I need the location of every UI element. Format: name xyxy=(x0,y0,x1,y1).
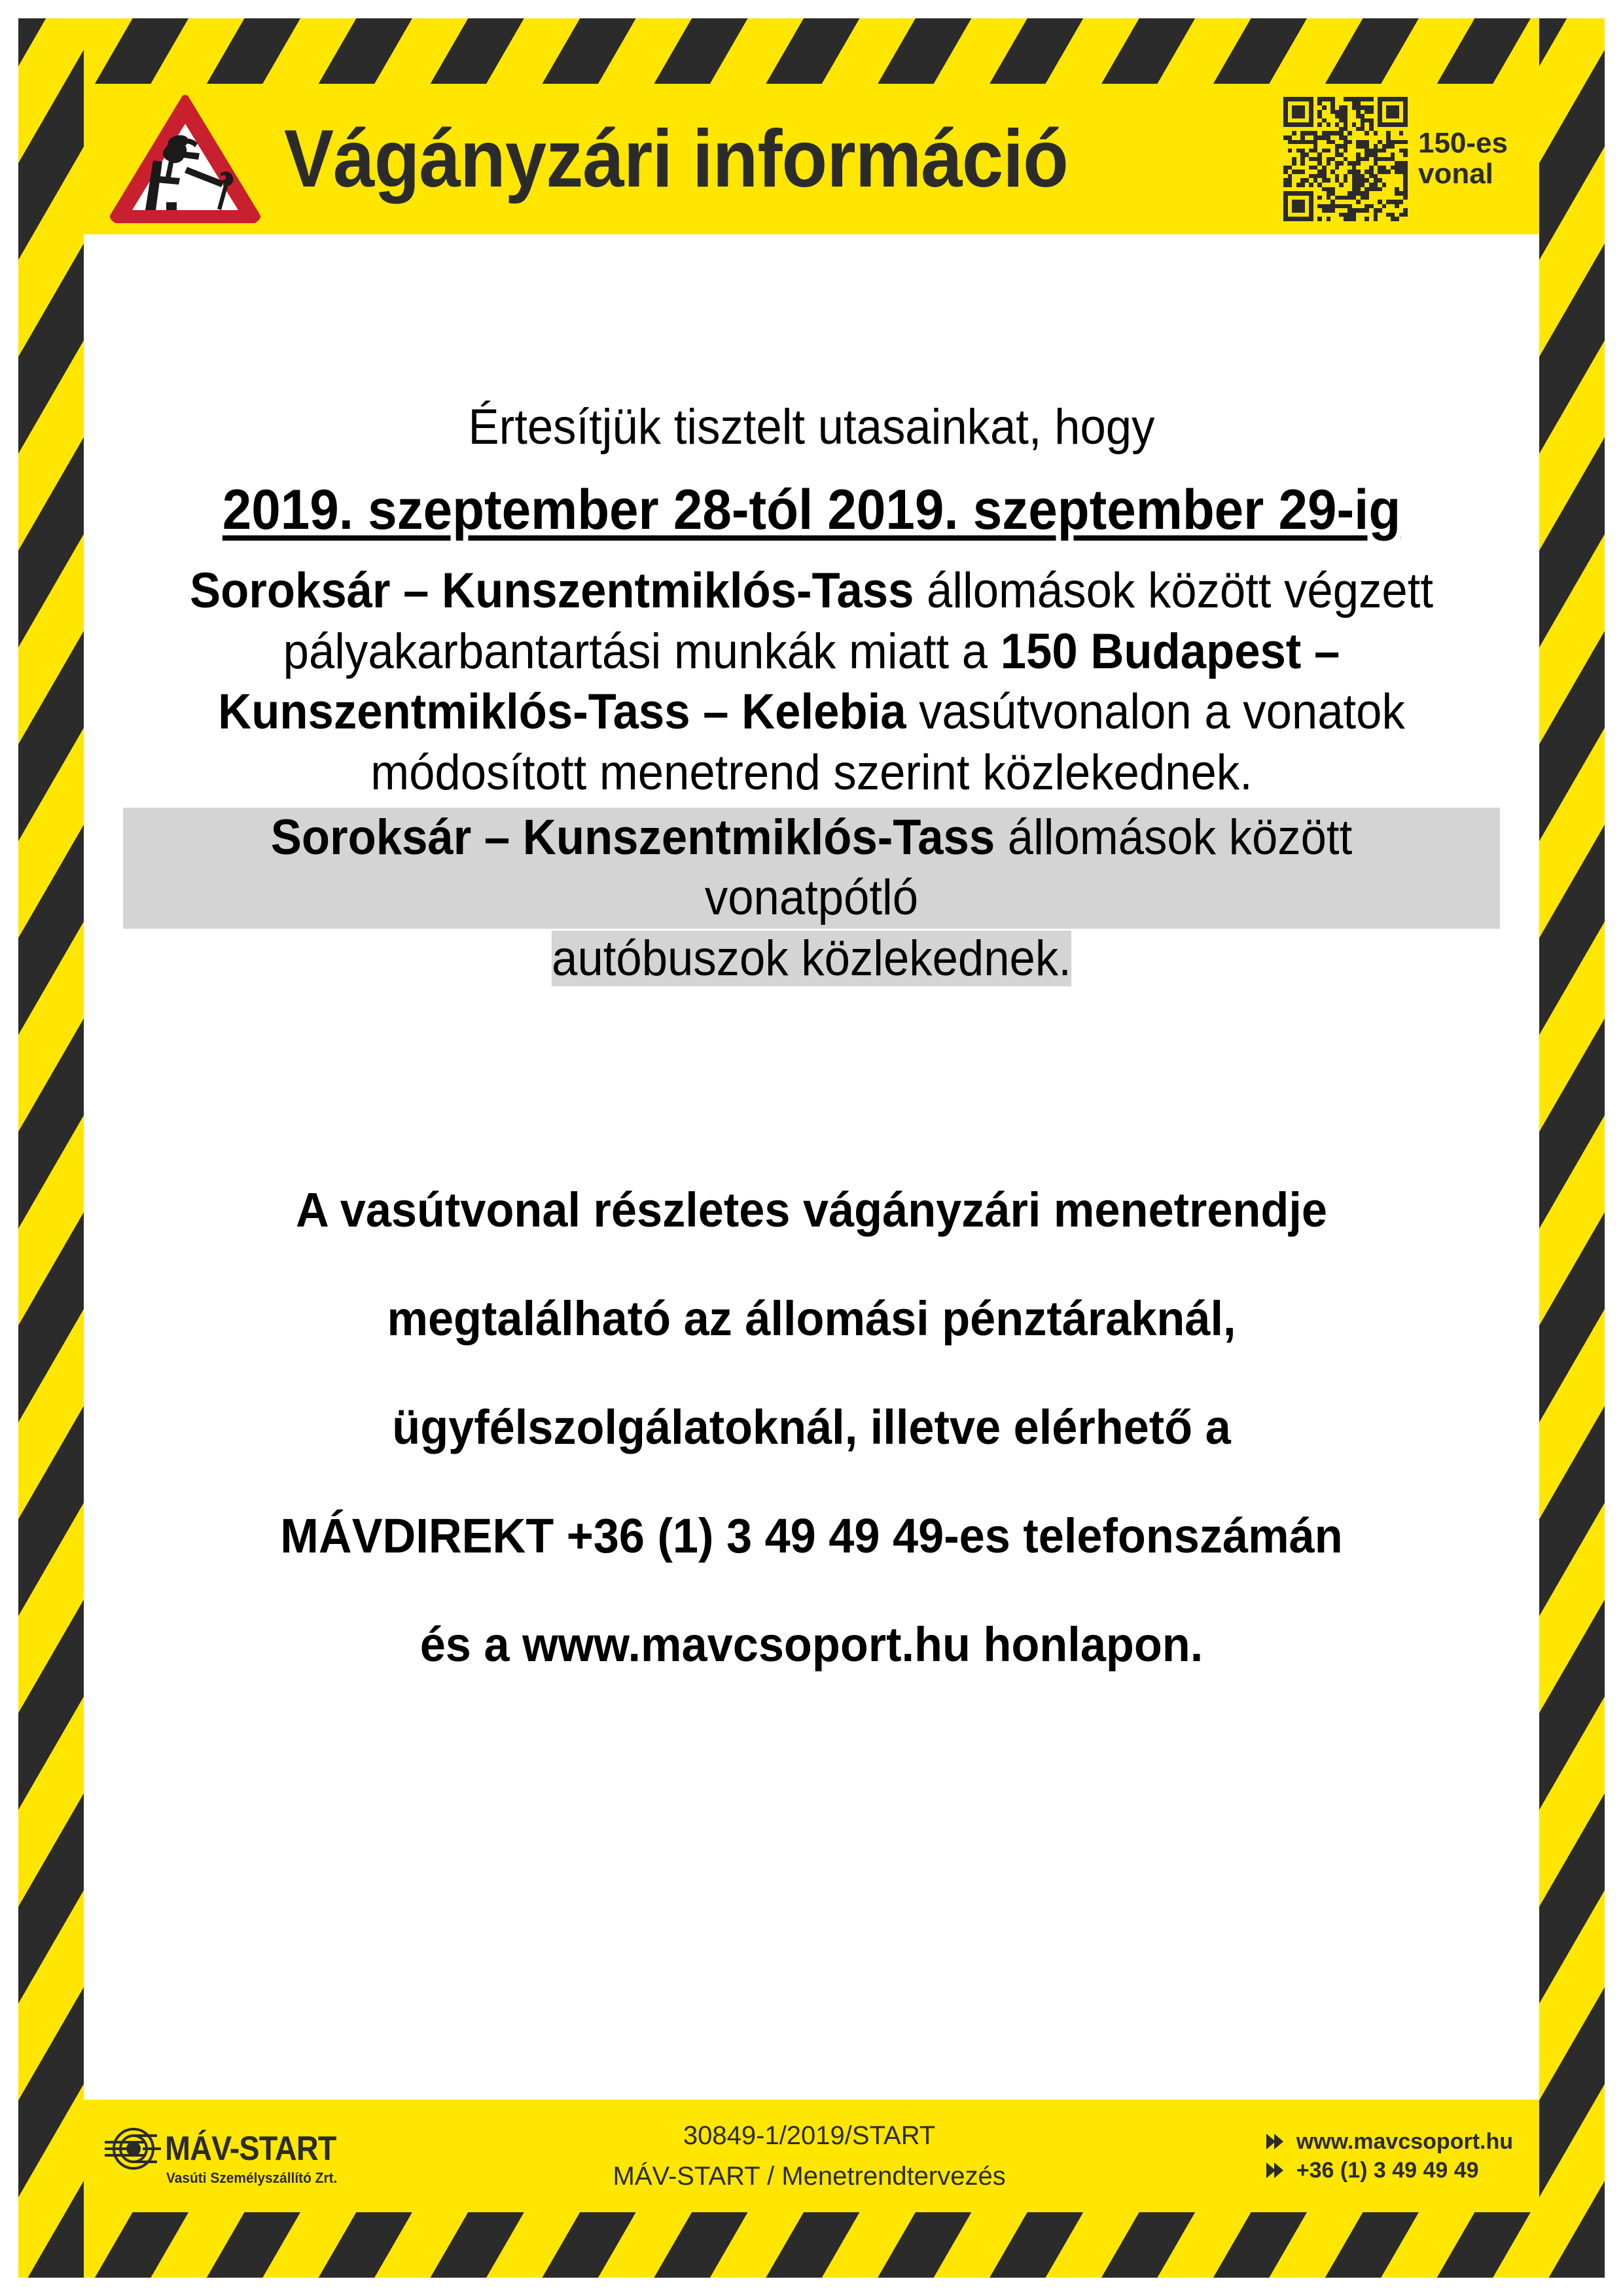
notice-highlight-line2: autóbuszok közlekednek. xyxy=(552,931,1071,987)
notice-paragraph-seg4: vasútvonalon a vonatok módosított menetrend szerint közlekednek. xyxy=(370,684,1405,801)
qr-block xyxy=(1283,97,1508,221)
notice-paragraph-seg1: Soroksár – Kunszentmiklós-Tass xyxy=(190,562,914,619)
hazard-stripe-left xyxy=(18,18,84,2278)
double-chevron-right-icon xyxy=(1264,2159,1286,2181)
footer-phone[interactable]: +36 (1) 3 49 49 49 xyxy=(1296,2158,1479,2183)
footer-department: MÁV-START / Menetrendtervezés xyxy=(613,2162,1006,2191)
hazard-stripe-top xyxy=(18,18,1605,84)
hazard-stripe-bottom xyxy=(18,2212,1605,2278)
footer-website[interactable]: www.mavcsoport.hu xyxy=(1296,2129,1513,2154)
notice-highlight-line1-bold: Soroksár – Kunszentmiklós-Tass xyxy=(270,809,995,865)
notice-paragraph-seg2: állomások között végzett pályakarbantartási munkák miatt a xyxy=(283,562,1433,679)
logo-row xyxy=(103,2125,355,2172)
footer-document-info xyxy=(355,2115,1263,2197)
notice-details-block xyxy=(84,1182,1539,1672)
notice-body xyxy=(84,234,1539,2165)
notice-highlight-line1-rest: állomások között vonatpótló xyxy=(704,809,1353,926)
qr-label xyxy=(1418,128,1508,189)
notice-detail-line: MÁVDIREKT +36 (1) 3 49 49 49-es telefonszámán xyxy=(280,1508,1343,1563)
poster-frame xyxy=(18,18,1605,2278)
notice-highlight-line2-wrap xyxy=(171,929,1452,990)
qr-code-icon[interactable] xyxy=(1283,97,1408,221)
qr-label-line2: vonal xyxy=(1418,158,1493,190)
notice-detail-line: és a www.mavcsoport.hu honlapon. xyxy=(419,1617,1204,1672)
notice-paragraph xyxy=(171,561,1452,804)
page-title: Vágányzári információ xyxy=(284,114,1068,204)
footer-bar xyxy=(84,2100,1539,2212)
notice-paragraph-seg3: 150 Budapest – Kunszentmiklós-Tass – Kelebia xyxy=(218,623,1340,740)
notice-detail-line: megtalálható az állomási pénztáraknál, xyxy=(387,1291,1236,1346)
roadworks-warning-triangle-icon xyxy=(110,95,260,223)
logo-subtitle: Vasúti Személyszállító Zrt. xyxy=(166,2170,338,2186)
header-banner xyxy=(84,84,1539,234)
logo-wordmark: MÁV-START xyxy=(165,2130,336,2168)
footer-website-row[interactable] xyxy=(1264,2130,1513,2153)
mav-start-emblem-icon xyxy=(103,2125,164,2172)
footer-phone-row[interactable] xyxy=(1264,2159,1513,2181)
notice-top-block xyxy=(84,398,1539,990)
notice-lead: Értesítjük tisztelt utasainkat, hogy xyxy=(468,399,1155,455)
mav-start-logo[interactable] xyxy=(103,2125,355,2187)
footer-contact xyxy=(1264,2124,1513,2188)
notice-highlight-block xyxy=(123,808,1500,990)
qr-label-line1: 150-es xyxy=(1418,127,1508,160)
notice-highlight-line1 xyxy=(123,808,1500,929)
hazard-stripe-right xyxy=(1539,18,1605,2278)
notice-detail-line: ügyfélszolgálatoknál, illetve elérhető a xyxy=(392,1399,1231,1454)
notice-dateline: 2019. szeptember 28-tól 2019. szeptember 29-ig xyxy=(222,478,1401,541)
double-chevron-right-icon xyxy=(1264,2130,1286,2153)
footer-doc-number: 30849-1/2019/START xyxy=(683,2121,936,2150)
notice-detail-line: A vasútvonal részletes vágányzári menetrendje xyxy=(296,1182,1327,1237)
